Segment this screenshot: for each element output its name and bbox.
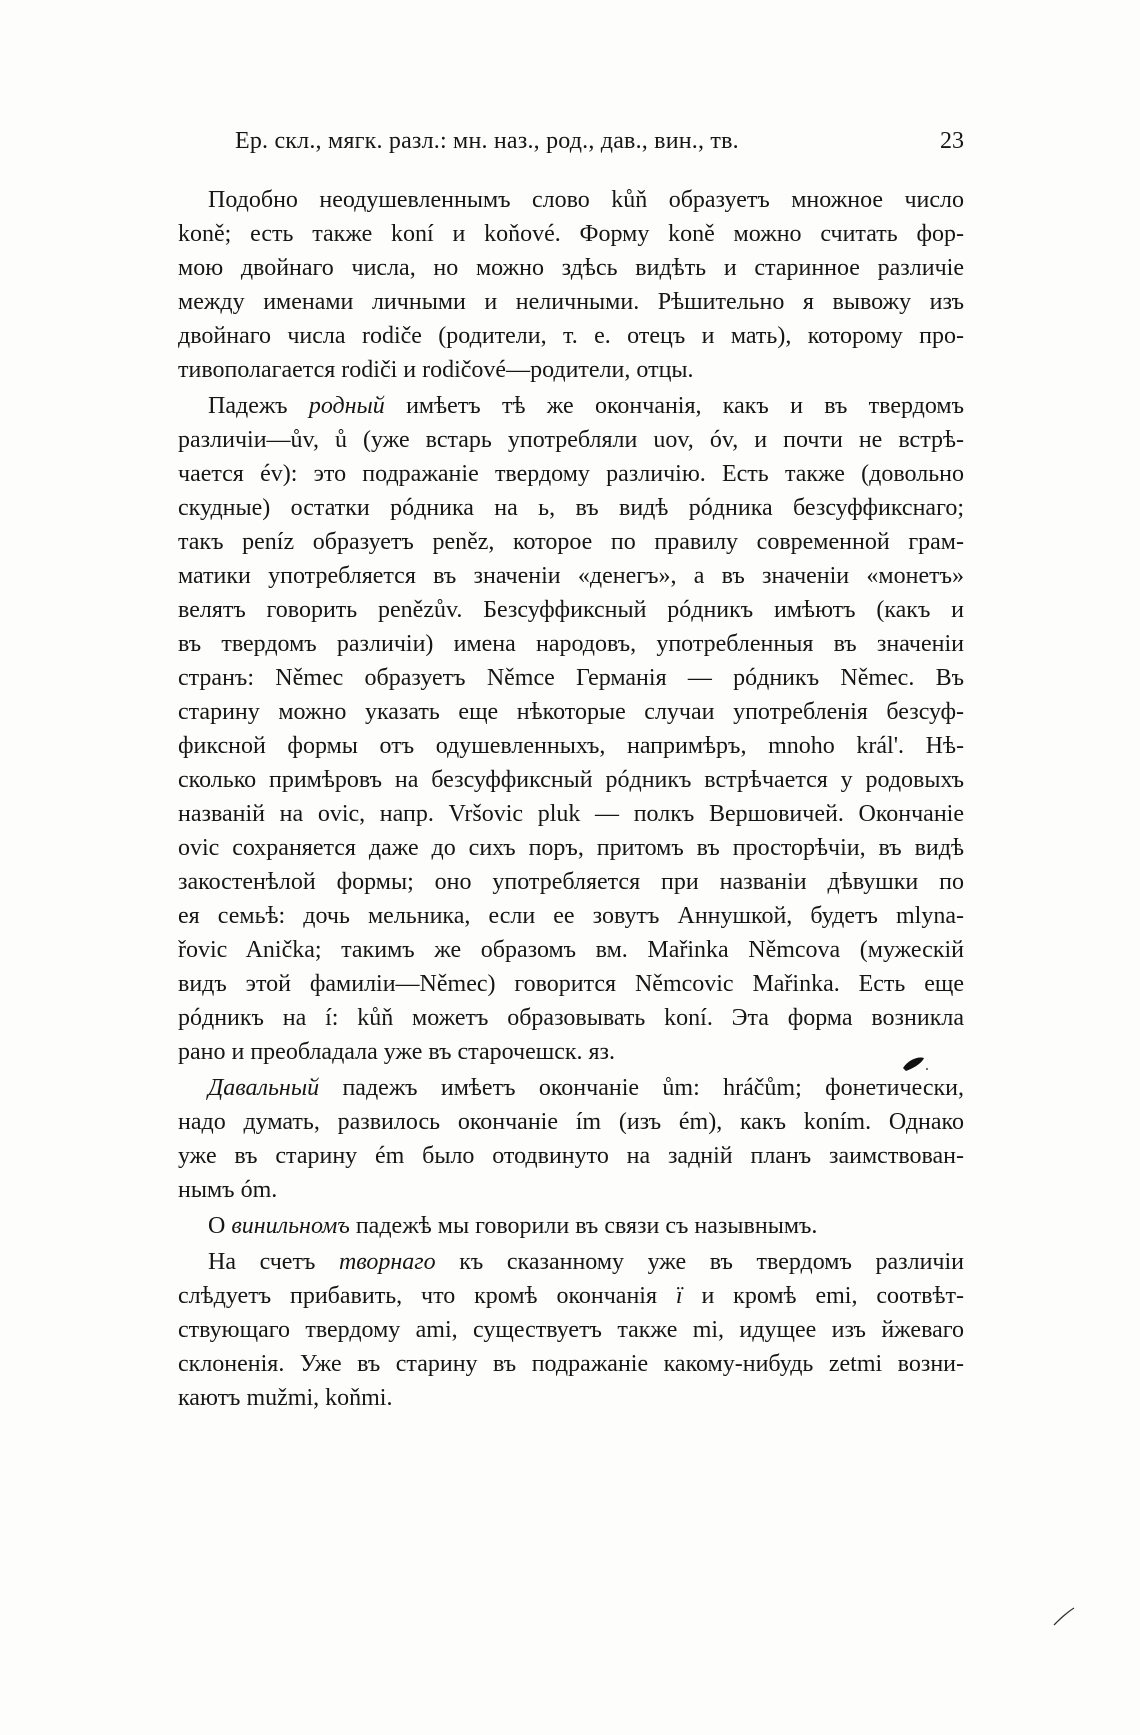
text-line: ствующаго твердому ami, существуетъ также mi, идущее изъ йжеваго [178,1317,964,1343]
text-line: странъ: Němec образуетъ Němce Германія — рóдникъ Němec. Въ [178,665,964,691]
text-segment: падежъ имѣетъ окончаніе ům: hráčům; фонетически, [319,1075,964,1101]
text-line: рано и преобладала уже въ старочешск. яз. [178,1039,616,1065]
italic-term: творнаго [338,1249,436,1275]
running-header [178,128,964,162]
text-line: řovic Anička; такимъ же образомъ вм. Mařinka Němcova (мужескій [178,937,964,963]
text-line: закостенѣлой формы; оно употребляется при названіи дѣвушки по [178,869,964,895]
text-line: видъ этой фамиліи—Němec) говорится Němcovic Mařinka. Есть еще [178,971,964,997]
text-line [178,1071,964,1105]
text-line: между именами личными и неличными. Рѣшительно я вывожу изъ [178,289,964,315]
paragraph [178,1071,964,1207]
italic-term: ї [675,1283,683,1309]
text-line: уже въ старину ém было отодвинуто на задній планъ заимствован- [178,1143,964,1169]
text-line: рóдникъ на í: kůň можетъ образовывать koní. Эта форма возникла [178,1005,964,1031]
text-segment: На счетъ [208,1249,339,1275]
text-line: надо думать, развилось окончаніе ím (изъ ém), какъ koním. Однако [178,1109,964,1135]
text-line: Подобно неодушевленнымъ слово kůň образуетъ множное число [208,187,964,213]
paragraph [178,1245,964,1415]
text-segment: падежѣ мы говорили въ связи съ назывнымъ. [349,1213,818,1239]
text-line: фиксной формы отъ одушевленныхъ, напримѣръ, mnoho král'. Нѣ- [178,733,964,759]
text-line: чается év): это подражаніе твердому различію. Есть также (довольно [178,461,964,487]
text-line: каютъ mužmi, koňmi. [178,1385,393,1411]
text-line: матики употребляется въ значеніи «денегъ», а въ значеніи «монетъ» [178,563,964,589]
text-line: koně; есть также koní и koňové. Форму koně можно считать фор- [178,221,964,247]
body-text [178,183,964,1417]
text-line [178,1209,964,1243]
italic-term: Давальный [208,1075,320,1101]
text-line: различіи—ův, ů (уже встарь употребляли uov, óv, и почти не встрѣ- [178,427,964,453]
text-line: въ твердомъ различіи) имена народовъ, употребленныя въ значеніи [178,631,964,657]
running-title: Ер. скл., мягк. разл.: мн. наз., род., дав., вин., тв. [235,128,739,154]
text-line: нымъ óm. [178,1177,278,1203]
text-line: такъ peníz образуетъ peněz, которое по правилу современной грам- [178,529,964,555]
paragraph [178,183,964,387]
text-segment: и кромѣ emi, соотвѣт- [682,1283,964,1309]
text-line: скудные) остатки рóдника на ь, въ видѣ рóдника безсуффикснаго; [178,495,964,521]
text-line: двойнаго числа rodiče (родители, т. е. отецъ и мать), которому про- [178,323,964,349]
text-line: склоненія. Уже въ старину въ подражаніе какому-нибудь zetmi возни- [178,1351,964,1377]
text-line [178,389,964,423]
text-line: ея семьѣ: дочь мельника, если ее зовутъ Аннушкой, будетъ mlyna- [178,903,964,929]
text-segment: слѣдуетъ прибавить, что кромѣ окончанія [178,1283,676,1309]
ink-blot-mark [900,1054,930,1076]
text-line [178,1279,964,1313]
page-number: 23 [940,128,964,154]
paragraph [178,389,964,1069]
text-line: сколько примѣровъ на безсуффиксный рóдникъ встрѣчается у родовыхъ [178,767,964,793]
text-line: названій на ovic, напр. Vršovic pluk — полкъ Вершовичей. Окончаніе [178,801,964,827]
text-segment: О [208,1213,232,1239]
text-line: старину можно указать еще нѣкоторые случаи употребленія безсуф- [178,699,964,725]
text-segment: имѣетъ тѣ же окончанія, какъ и въ твердомъ [384,393,965,419]
text-line: мою двойнаго числа, но можно здѣсь видѣть и старинное различіе [178,255,964,281]
text-segment: Падежъ [208,393,309,419]
pencil-stroke-mark [1052,1605,1076,1627]
italic-term: винильномъ [231,1213,350,1239]
paragraph [178,1209,964,1243]
text-line: велятъ говорить penězův. Безсуффиксный рóдникъ имѣютъ (какъ и [178,597,964,623]
text-segment: къ сказанному уже въ твердомъ различіи [435,1249,964,1275]
text-line: тивополагается rodiči и rodičové—родители, отцы. [178,357,694,383]
italic-term: родный [308,393,385,419]
text-line [178,1245,964,1279]
text-line: ovic сохраняется даже до сихъ поръ, притомъ въ просторѣчіи, въ видѣ [178,835,964,861]
